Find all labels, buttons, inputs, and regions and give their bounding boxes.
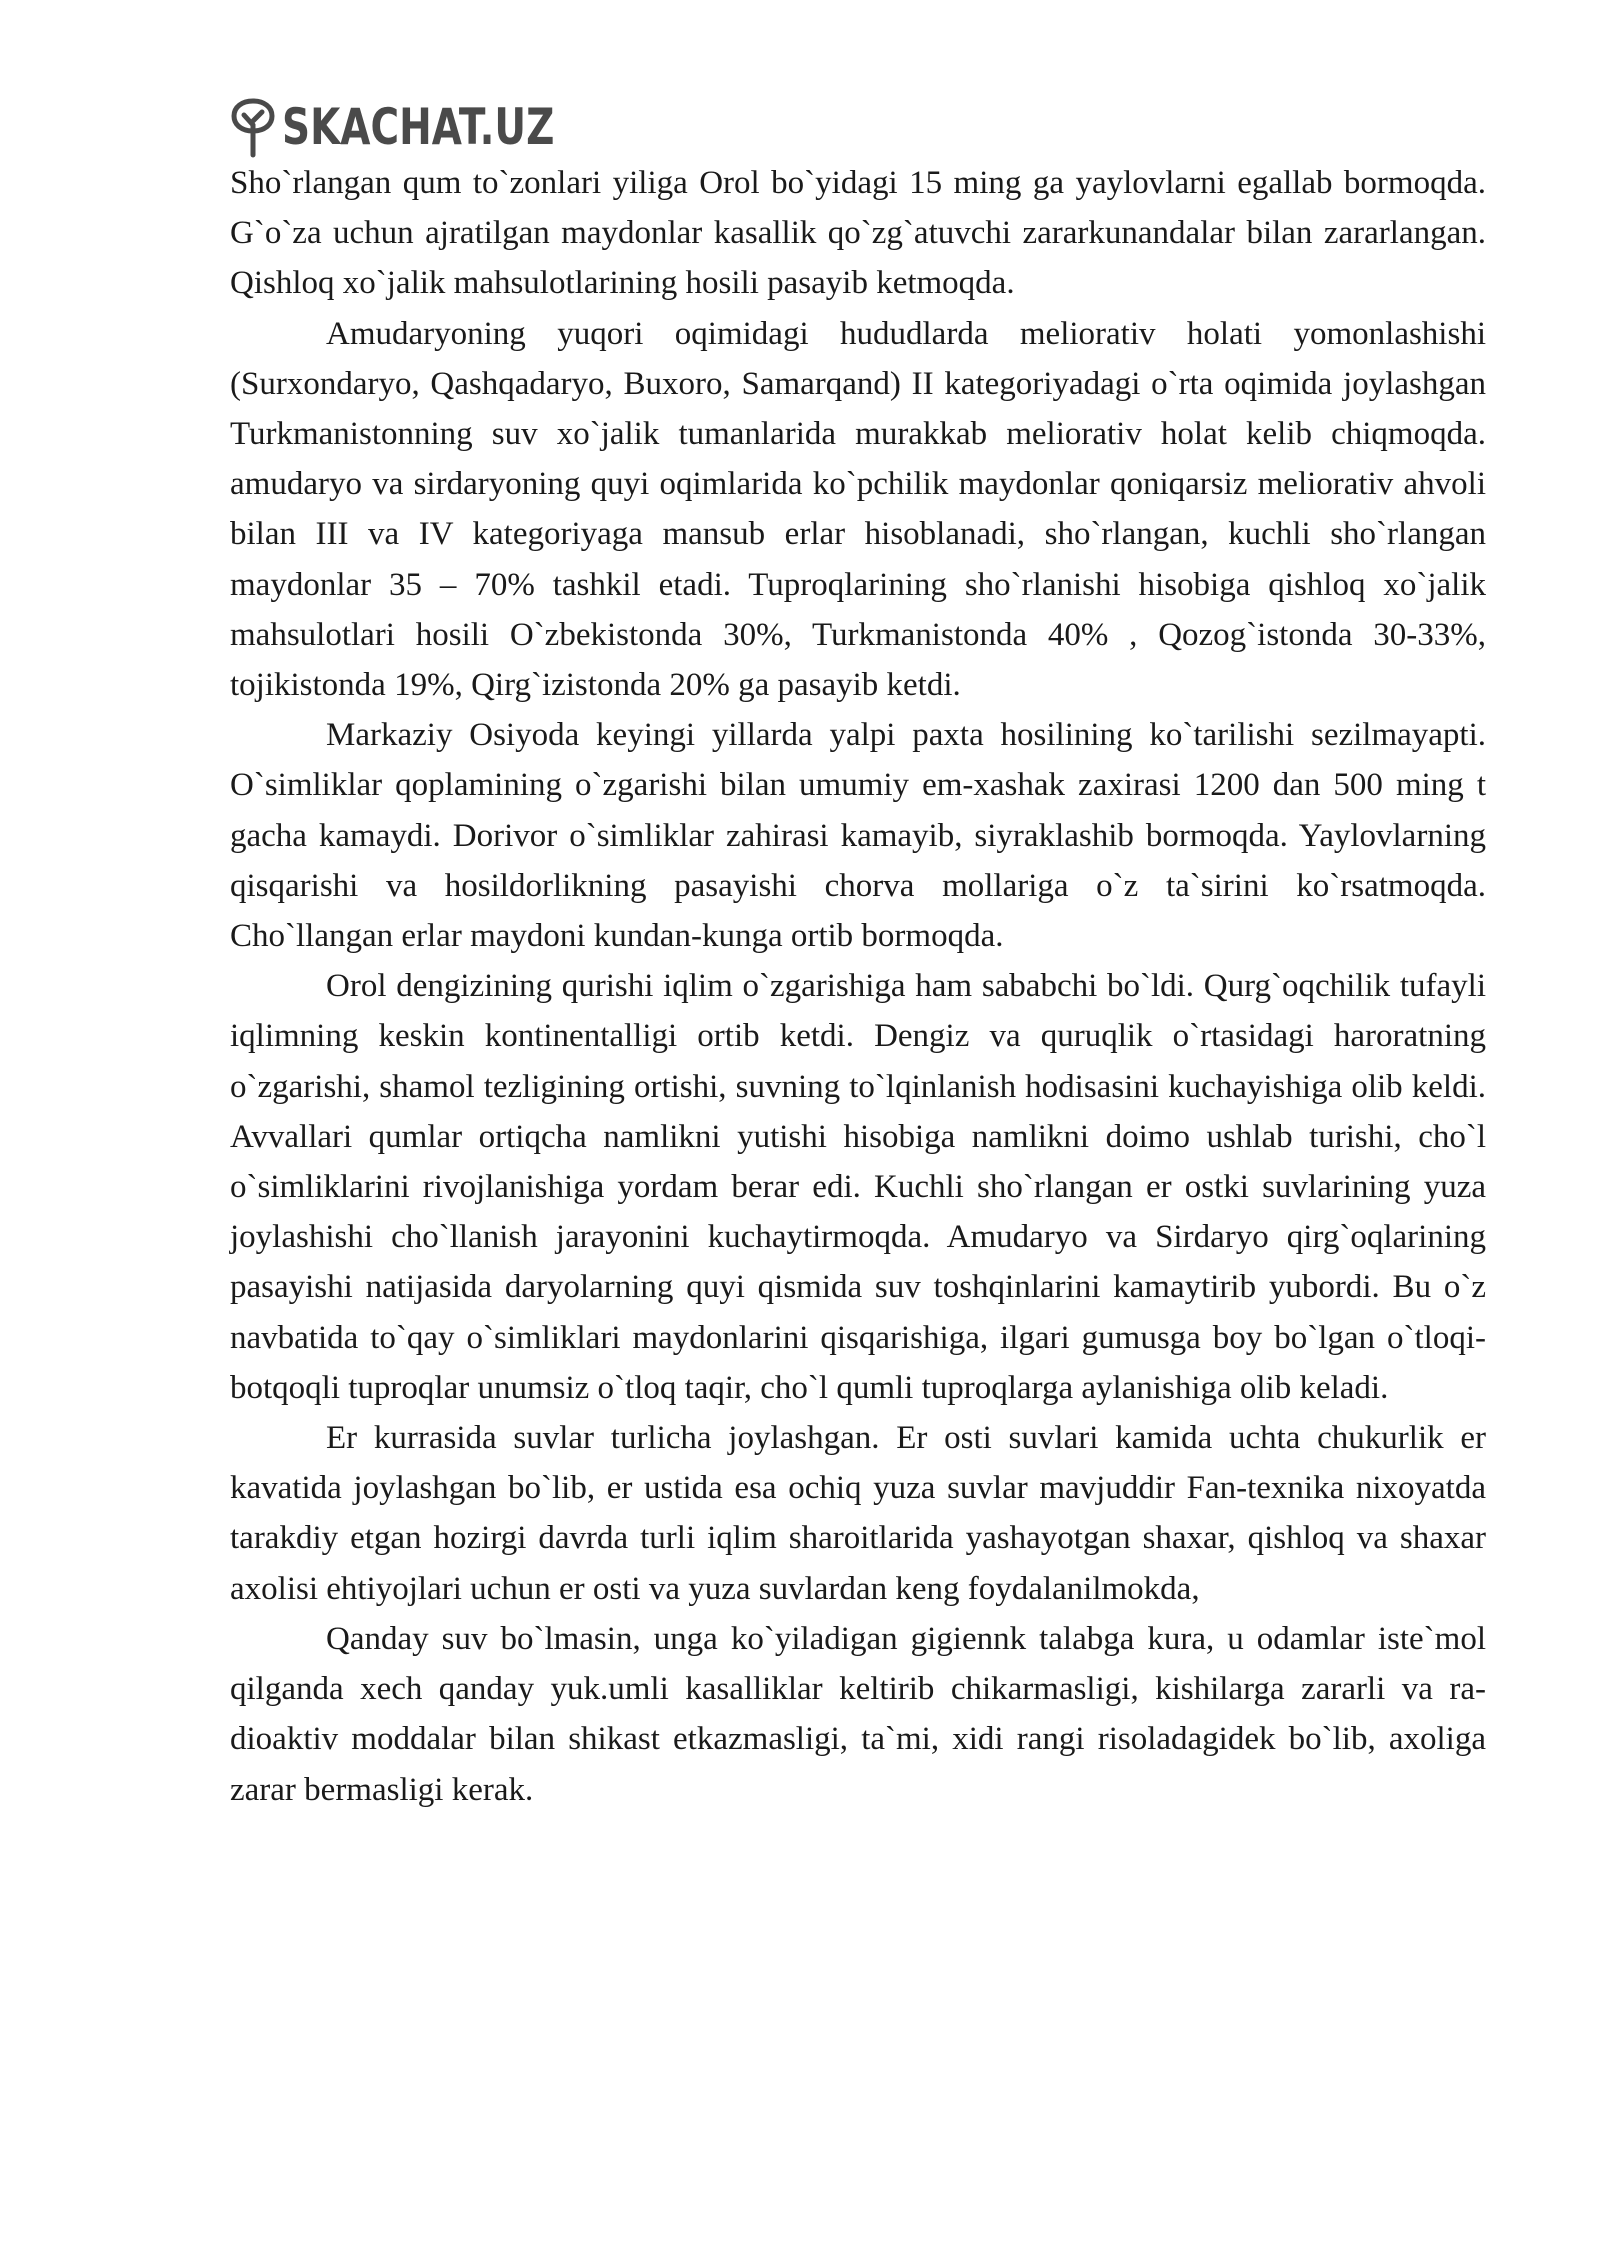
paragraph-3: Markaziy Osiyoda keyingi yillarda yalpi paxta hosilining ko`tarilishi sezilmayapti. O`simliklar qoplamining o`zgarishi bilan umumiy em-xashak zaxirasi 1200 dan 500 ming t gacha kamaydi. Dorivor o`simliklar zahirasi kamayib, siyraklashib bormoqda. Yaylovlarning qisqarishi va hosildorlikning pasayishi chorva mollariga o`z ta`sirini ko`rsatmoqda. Cho`llangan erlar maydoni kundan-kunga ortib bormoqda.: [230, 717, 1486, 955]
paragraph-6: Qanday suv bo`lmasin, unga ko`yiladigan gigiennk talabga kura, u odamlar iste`mol qilganda xech qanday yuk.umli kasalliklar keltirib chikarmasligi, kishilarga zararli va ra-dioaktiv moddalar bilan shikast etkazmasligi, ta`mi, xidi rangi risoladagidek bo`lib, axoliga zarar bermasligi kerak.: [230, 1620, 1486, 1808]
paragraph-1: Sho`rlangan qum to`zonlari yiliga Orol bo`yidagi 15 ming ga yaylovlarni egallab bormoqda. G`o`za uchun ajratilgan maydonlar kasallik qo`zg`atuvchi zararkunandalar bilan zararlangan. Qishloq xo`jalik mahsulotlarining hosili pasayib ketmoqda.: [230, 165, 1486, 302]
site-logo[interactable]: [228, 92, 631, 162]
logo-text: SKACHAT.UZ: [282, 98, 555, 156]
tree-pin-icon: [228, 95, 278, 159]
paragraph-2: Amudaryoning yuqori oqimidagi hududlarda meliorativ holati yomonlashishi (Surxondaryo, Qashqadaryo, Buxoro, Samarqand) II kategoriyadagi o`rta oqimida joylashgan Turkmanistonning suv xo`jalik tumanlarida murakkab meliorativ holat kelib chiqmoqda. amudaryo va sirdaryoning quyi oqimlarida ko`pchilik maydonlar qoniqarsiz meliorativ ahvoli bilan III va IV kategoriyaga mansub erlar hisoblanadi, sho`rlangan, kuchli sho`rlangan maydonlar 35 – 70% tashkil etadi. Tuproqlarining sho`rlanishi hisobiga qishloq xo`jalik mahsulotlari hosili O`zbekistonda 30%, Turkmanistonda 40% , Qozog`istonda 30-33%, tojikistonda 19%, Qirg`izistonda 20% ga pasayib ketdi.: [230, 315, 1486, 704]
paragraph-5: Er kurrasida suvlar turlicha joylashgan. Er osti suvlari kamida uchta chukurlik er kavatida joylashgan bo`lib, er ustida esa ochiq yuza suvlar mavjuddir Fan-texnika nixoyatda tarakdiy etgan hozirgi davrda turli iqlim sharoitlarida yashayotgan shaxar, qishloq va shaxar axolisi ehtiyojlari uchun er osti va yuza suvlardan keng foydalanilmokda,: [230, 1420, 1486, 1607]
document-body: [230, 158, 1486, 1815]
paragraph-4: Orol dengizining qurishi iqlim o`zgarishiga ham sababchi bo`ldi. Qurg`oqchilik tufayli iqlimning keskin kontinentalligi ortib ketdi. Dengiz va quruqlik o`rtasidagi haroratning o`zgarishi, shamol tezligining ortishi, suvning to`lqinlanish hodisasini kuchayishiga olib keldi. Avvallari qumlar ortiqcha namlikni yutishi hisobiga namlikni doimo ushlab turishi, cho`l o`simliklarini rivojlanishiga yordam berar edi. Kuchli sho`rlangan er ostki suvlarining yuza joylashishi cho`llanish jarayonini kuchaytirmoqda. Amudaryo va Sirdaryo qirg`oqlarining pasayishi natijasida daryolarning quyi qismida suv toshqinlarini kamaytirib yubordi. Bu o`z navbatida to`qay o`simliklari maydonlarini qisqarishiga, ilgari gumusga boy bo`lgan o`tloqi-botqoqli tuproqlar unumsiz o`tloq taqir, cho`l qumli tuproqlarga aylanishiga olib keladi.: [230, 968, 1486, 1406]
